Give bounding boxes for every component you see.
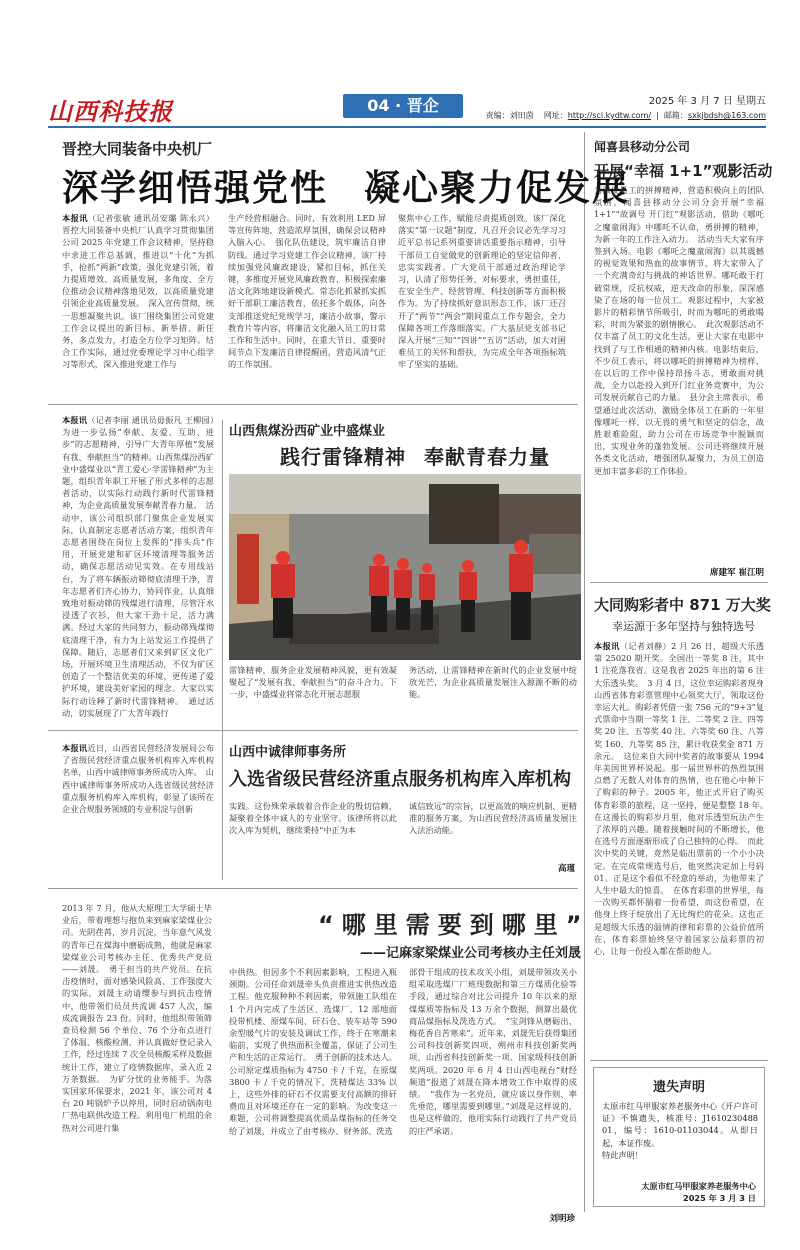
email-label: 邮箱： — [663, 111, 688, 120]
masthead-logo: 山西科技报 — [48, 97, 173, 126]
volunteers-photo — [229, 474, 581, 660]
article4-column-1: 2013 年 7 月，他从大原理工大学硕士毕业后，带着理想与抱负来到麻家梁煤业公司。光阴荏苒，岁月沉淀，当年意气风发的青年已在煤海中磨砺成熟，他就是麻家梁煤业公司考核办主任、优秀共产党员——刘晟。 勇于担当的共产党员。在抗击疫情时，面对感染风险高、工作强度大的实际，刘晟主动请缨参与到抗击疫情中，他带领们员员共流调 457 人次，编成流调报告 23 份。同时，他组织带领筛查员检测 56 个单位、76 个分布点进行了体温、核酸检测，并认真做好登记录入工作，经过连续 7 次全员核酸采样及数据统计工作，建立了疫情数据库，录入近 2 万条数据。 为矿分忧的业务能手。为落实国家环保要求，2021 年，该公司对 4 台 20 吨锅炉予以停用，同时启动锅南电厂热电联供改造工程。利用电厂机组的余热对公司进行集 — [62, 903, 212, 1133]
right-article1-byline: 席建军 崔江明 — [710, 568, 764, 578]
article2-column-left: 本报讯（记者李丽 通讯员毋振凡 王柳园）为进一步弘扬“奉献、友爱、互助、进步”的志愿精神，引导广大青年厚植“发展有我、奉献担当”的精神。山西焦煤汾西矿业中盛煤业以“青工爱心·学雷锋精神”为主题，组织青年职工开展了形式多样的志愿者活动，以实际行动践行新时代雷锋精神，为企业高质量发展奉献青春力量。 活动中，该公司组织部门聚焦企业发展实际，认真制定志愿者活动方案，组织青年志愿者围绕在岗位上发挥的“排头兵”作用，开展党建和矿区环境清理等服务活动，确保志愿活动见实效。在专用线站台，为了将车辆振动筛彻底清理干净，青年志愿者们齐心协力，协同作业，认真细致地对振动筛的残煤进行清理，尽管汗水浸透了衣衫，但大家干劲十足，活力满满。经过大家的共同努力，振动筛残煤彻底清理干净，有力为上站发运工作提供了保障。随后，志愿者们又来到矿区文化广场，开展环境卫生清理活动，不仅为矿区创造了一个整洁优美的环境，更传递了爱护环境，建设美好家园的理念。大家以实际行动诠释了新时代雷锋精神。 通过活动，切实展现了广大青年践行 — [62, 415, 214, 718]
article3-column-mid: 实践。这份殊荣承载着合作企业的殷切信赖，凝聚着全体中诚人的专业坚守。该律所将以此次入库为契机，继续秉持“中正为本 — [229, 801, 397, 836]
article2-headline-part1: 践行雷锋精神 — [280, 445, 406, 469]
article4-column-2: 中供热。但因多个不利因素影响，工程进入瓶颈期。公司任命刘晟牵头负责推进实供热改造工程。他克服种种不利因素，带领施工队组在 1 个月内完成了生活区、选煤厂、12 部地面投带机楼、原煤车间、矸石仓、装车站等 590 余型暖气片的安装及调试工作，终于在寒潮来临前，实现了供热面积全覆盖，保证了公司生产和生活的正常运行。 勇于创新的技术达人。公司原定煤质指标为 4750 卡 / 千克，在原煤 3800 卡 / 千克的情况下，洗精煤达 33% 以上，这些外排的矸石不仅需要支付高额的排矸费而且对环境还存在一定的影响。为改变这一难题，公司将调整提高优质品煤指标的任务交给了刘晟，并成立了由考核办、财务部、洗选 — [229, 967, 397, 1136]
right-column-divider — [584, 132, 585, 1212]
article1-column-1: 本报讯（记者张敏 通讯员安璐 陈永兴）晋控大同装备中央机厂认真学习贯彻集团公司 2025 年党建工作会议精神，坚持稳中求进工作总基调，推进以“十化”为抓手，抢抓“两新”政策，强化党建引领，着力提质增效、高质量发展，多角度、全方位推动会议精神落地见效，以高质量党建引领企业高质量发展。 深入宣传贯彻，统一思想凝聚共识。该厂围绕集团公司党建工作会议提出的新目标、新举措、新任务，多点发力，打造全方位学习矩阵。结合工作实际，通过党委理论学习中心组学习等形式，深入推进党建工作与 — [62, 213, 214, 370]
article3-kicker: 山西中诚律师事务所 — [229, 745, 347, 760]
article2-headline — [280, 441, 568, 470]
article2-headline-part2: 奉献青春力量 — [424, 445, 550, 469]
article1-headline-part1: 深学细悟强党性 — [62, 168, 329, 209]
lost-notice-date: 2025 年 3 月 3 日 — [683, 1193, 756, 1203]
page-header — [48, 92, 766, 124]
article3-byline: 高瑾 — [557, 864, 575, 874]
right-article2-body: 本报讯（记者刘静）2 月 26 日，超级大乐透第 25020 期开奖。全国出一等奖 8 注，其中 1 注花落我省。这是我省 2025 年出的第 6 注大乐透头奖。 3 月 4 日，这位幸运购彩者现身山西省体育彩票管理中心领奖大厅，领取这份幸运大礼。购彩者凭借一张 756 元的“9+3”复式票命中当期一等奖 1 注、二等奖 2 注、四等奖 20 注、五等奖 40 注、六等奖 60 注、八等奖 160、九等奖 85 注，累计收获奖金 871 万余元。 这位来自大同中奖者的故事要从 1994 年美国世界杯说起。那一届世界杯的热烈氛围点燃了无数人对体育的热情，也在他心中种下了购彩的种子。2005 年，他正式开启了购买体育彩票的旅程，这一坚持，便是整整 18 年。 在这漫长的购彩岁月里，他对乐透型玩法产生了浓厚的兴趣。随着接触时间的不断增长，他在选号方面逐渐形成了自己独特的心得。 而此次中奖的关键，竟然是临出票前的一个小小决定。在完成常规选号后，他突然决定加上号码 01。正是这个看似不经意的举动，为他带来了人生中最大的惊喜。 在体育彩票的世界里，每一次购买都怀揣着一份希望，而这份希望，在他身上终于绽放出了无比绚烂的花朵。这也正是超级大乐透的温情韵律和彩票的公益价值所在，体育彩票始终坚守着国家公益彩票的初心，让每一份投入都在帮助他人。 — [594, 641, 773, 957]
right-article1-rule — [590, 582, 768, 583]
right-article1-body: 为激发员工的拼搏精神，营造积极向上的团队氛围，闻喜县移动分公司分会开展“幸福 1+1”“故调号 开门红”观影活动，借助《哪吒之魔童闹海》中哪吒不认命，勇拼搏的精神，为新一年的工作注入动力。 活动当天大家有序签到入场。电影《哪吒之魔童闹海》以其震撼的视觉效果和热血的故事情节，将大家带入了一个充满奇幻与挑战的神话世界。哪吒敢于打破常规，反抗权威，逆天改命的形象，深深感染了在场的每一位员工。观影过程中，大家被影片的精彩情节所吸引，时而为哪吒的勇敢喝彩，时而为紧张的剧情揪心。 此次观影活动不仅丰富了员工的文化生活，更让大家在电影中找到了与工作相通的精神内核。电影结束后，不少员工表示，将以哪吒的拼搏精神为榜样，在以后的工作中保持昂扬斗志，勇敢面对挑战，全力以赴投入到开门红业务竞赛中，为公司发展贡献自己的力量。 县分会主席表示，希望通过此次活动，激励全体员工在新的一年里像哪吒一样，以无畏的勇气和坚定的信念，战胜艰难险阻，助力公司在市场竞争中脱颖而出，实现业务的蓬勃发展。公司还将继续开展各类文化活动，增强团队凝聚力，为员工创造更加丰富多彩的工作体验。 — [594, 185, 764, 476]
editor-name: 责编：刘田茵 — [485, 111, 534, 120]
article3-column-right: 诚信致远”的宗旨，以更高效的响应机制、更精准的服务方案，为山西民营经济高质量发展注入法治动能。 — [409, 801, 577, 836]
header-rule — [48, 126, 766, 128]
website-label: 网址： — [543, 111, 568, 120]
article4-column-3: 部骨干组成的技术攻关小组，刘晟带领攻关小组采取选煤厂厂班现数据和第三方煤质化验等手段，通过综合对比公司提升 10 年以来的原煤煤质等指标及 13 万余个数据，测算出最优商品煤指标及洗选方式。 “宝剑锋从磨砺出，梅花香自苦寒来”。近年来，刘晟先后获得集团公司科技创新奖四项，朔州市科技创新奖两项、山西省科技创新奖一项、国家级科技创新奖两项。2020 年 6 月 4 日山西电视台“财经频道”报道了刘晟在降本增效工作中取得的成绩。 “我作为一名党员，就应该以身作则、率先垂范，哪里需要到哪里。”刘晟是这样说的，也是这样做的，他用实际行动践行了共产党员的庄严承诺。 — [409, 967, 577, 1136]
right-article2-rule — [590, 1060, 768, 1061]
right-article1-kicker: 闻喜县移动分公司 — [594, 140, 691, 154]
article1-headline-part2: 凝心聚力促发展 — [364, 168, 631, 209]
article4-subheadline: ——记麻家梁煤业公司考核办主任刘晟 — [360, 946, 582, 961]
lost-notice-title: 遗失声明 — [652, 1080, 705, 1095]
article2-kicker: 山西焦煤汾西矿业中盛煤业 — [229, 424, 386, 439]
lost-notice-signature — [641, 1180, 756, 1204]
article1-bottom-rule — [48, 404, 578, 405]
article2-bottom-rule — [48, 730, 578, 731]
article3-bottom-rule — [48, 888, 578, 889]
website-link[interactable]: http://sci.kydtw.com/ — [567, 111, 652, 120]
article3-column-left: 本报讯近日，山西省民营经济发展局公布了省级民营经济重点服务机构库入库机构名单，山西中诚律师事务所成功入库。 山西中诚律师事务所成功入选省级民营经济重点服务机构库入库机构，彰显了该所在企业合规服务领域的专业积淀与创新 — [62, 743, 214, 815]
article3-headline: 入选省级民营经济重点服务机构库入库机构 — [229, 769, 571, 790]
lost-notice-signer: 太原市红马甲服家养老服务中心 — [641, 1181, 756, 1191]
email-link[interactable]: sxkjbdsh@163.com — [687, 111, 766, 120]
article1-column-2: 生产经营相融合。同时，有效利用 LED 屏等宣传阵地，营造浓厚氛围，确保会议精神入脑入心。 强化队伍建设，筑牢廉洁自律防线。通过学习党建工作会议精神，该厂持续加强党风廉政建设，紧扣目标，抓住关键，多维度开展党风廉政教育，积极探索廉洁文化阵地建设新模式。常态化抓紧抓实抓好干部职工廉洁教育，依托多个载体，向各支部推送党纪党规学习，廉洁小故事，警示教育片等内容，将廉洁文化融入员工的日常工作和生活中。同时，在重大节日、重要时间节点下发廉洁自律提醒函，营造风清气正的工作氛围。 — [228, 213, 386, 370]
lost-notice-body: 太原市红马甲服家养老服务中心《开户许可证》不慎遗失，核准号：J1610230488 01，编号：1610-01103044。从即日起，本证作废。 特此声明！ — [602, 1101, 758, 1160]
article4-byline: 刘明珍 — [549, 1214, 575, 1224]
article1-headline — [62, 160, 666, 211]
article1-column-3: 聚焦中心工作，赋能尽责提质创效。该厂深化落实“第一议题”制度，凡召开会议必先学习习近平总书记系列重要讲话重要指示精神，引导干部员工自觉做党的创新理论的坚定信仰者、忠实实践者。广大党员干部通过政治理论学习，认清了形势任务，对标要求，勇担重任，在安全生产、经营管理、科技创新等方面积极作为。为了持续抓好意识形态工作，该厂还召开了“两节”“两会”期间重点工作专题会，全力保障各项工作落细落实。广大基层党支部书记深入开展“三知”“四讲”“五访”活动，加大对困难员工的关怀和帮扶，为完成全年各项指标筑牢了坚实的基础。 — [398, 213, 566, 370]
article2-column-mid: 雷锋精神，服务企业发展精神风貌，更有效凝聚起了“发展有我、奉献担当”的奋斗合力。下一步，中盛煤业将常态化开展志愿服 — [229, 665, 397, 700]
right-article2-headline: 大同购彩者中 871 万大奖 — [594, 596, 771, 614]
article4-headline: “哪里需要到哪里” — [318, 911, 590, 939]
section-badge: 04 · 晋企 — [343, 94, 463, 118]
issue-date: 2025 年 3 月 7 日 星期五 — [648, 96, 766, 107]
left-column-divider — [222, 420, 223, 880]
right-article1-headline: 开展“幸福 1+1”观影活动 — [594, 162, 773, 180]
lost-notice-box — [593, 1067, 765, 1207]
right-article2-subheadline: 幸运源于多年坚持与独特选号 — [612, 620, 755, 633]
lost-notice-tag: 特此声明！ — [602, 1149, 643, 1160]
article2-column-right: 务活动，让雷锋精神在新时代的企业发展中绽放光芒，为企业高质量发展注入源源不断的动能。 — [409, 665, 577, 700]
article1-kicker: 晋控大同装备中央机厂 — [62, 140, 213, 158]
contact-line: 责编：刘田茵 网址：http://sci.kydtw.com/ | 邮箱：sxkjbdsh@163.com — [485, 111, 766, 120]
volunteers-photo-illustration — [229, 474, 581, 660]
